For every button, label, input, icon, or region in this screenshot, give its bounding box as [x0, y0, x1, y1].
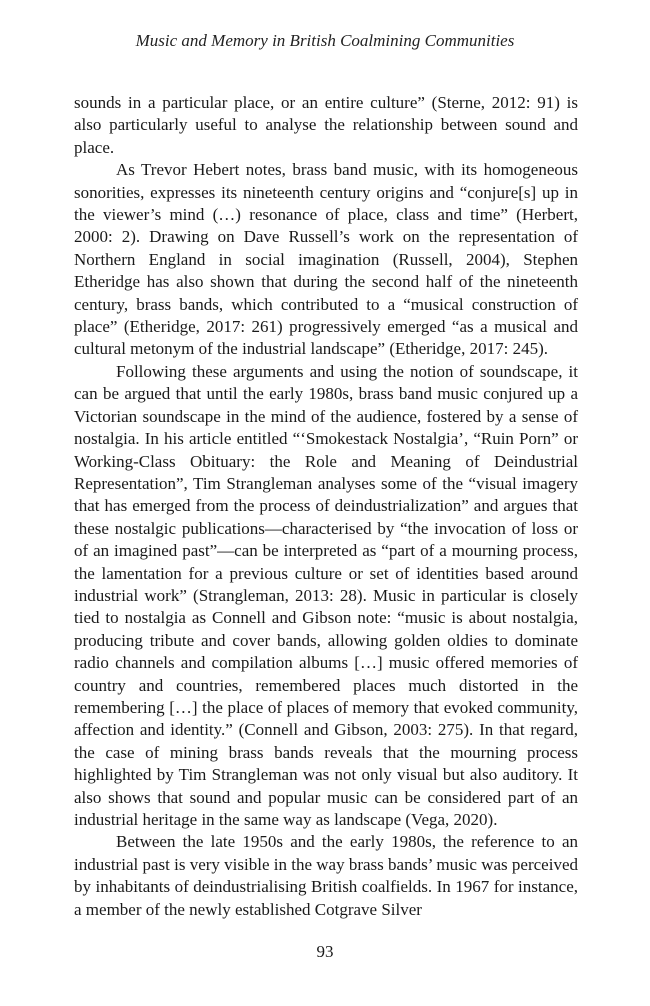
paragraph-continuation: sounds in a particular place, or an entire culture” (Sterne, 2012: 91) is also particularly useful to analyse the relationship between sound and place.: [74, 93, 578, 157]
page-number: 93: [316, 942, 334, 961]
paragraph-hebert: As Trevor Hebert notes, brass band music, with its homogeneous sonorities, expresses its nineteenth century origins and “conjure[s] up in the viewer’s mind (…) resonance of place, class and time” (Herbert, 2000: 2). Drawing on Dave Russell’s work on the representation of Northern England in social imagination (Russell, 2004), Stephen Etheridge has also shown that during the second half of the nineteenth century, brass bands, which contributed to a “musical construction of place” (Etheridge, 2017: 261) progressively emerged “as a musical and cultural metonym of the industrial landscape” (Etheridge, 2017: 245).: [74, 160, 578, 359]
paragraph-cotgrave: Between the late 1950s and the early 1980s, the reference to an industrial past is very visible in the way brass bands’ music was perceived by inhabitants of deindustrialising British coalfields. In 1967 for instance, a member of the newly established Cotgrave Silver: [74, 832, 578, 919]
body-text: [74, 92, 578, 921]
running-head: Music and Memory in British Coalmining Communities: [135, 31, 515, 50]
paragraph-nostalgia: Following these arguments and using the notion of soundscape, it can be argued that until the early 1980s, brass band music conjured up a Victorian soundscape in the mind of the audience, fostered by a sense of nostalgia. In his article entitled “‘Smokestack Nostalgia’, “Ruin Porn” or Working-Class Obituary: the Role and Meaning of Deindustrial Representation”, Tim Strangleman analyses some of the “visual imagery that has emerged from the process of deindustrialization” and argues that these nostalgic publications—characterised by “the invocation of loss or of an imagined past”—can be interpreted as “part of a mourning process, the lamentation for a previous culture or set of identities based around industrial work” (Strangleman, 2013: 28). Music in particular is closely tied to nostalgia as Connell and Gibson note: “music is about nostalgia, producing tribute and cover bands, allowing golden oldies to dominate radio channels and compilation albums […] music offered memories of country and countries, remembered places much distorted in the remembering […] the place of places of memory that evoked community, affection and identity.” (Connell and Gibson, 2003: 275). In that regard, the case of mining brass bands reveals that the mourning process highlighted by Tim Strangleman was not only visual but also auditory. It also shows that sound and popular music can be considered part of an industrial heritage in the same way as landscape (Vega, 2020).: [74, 361, 578, 829]
